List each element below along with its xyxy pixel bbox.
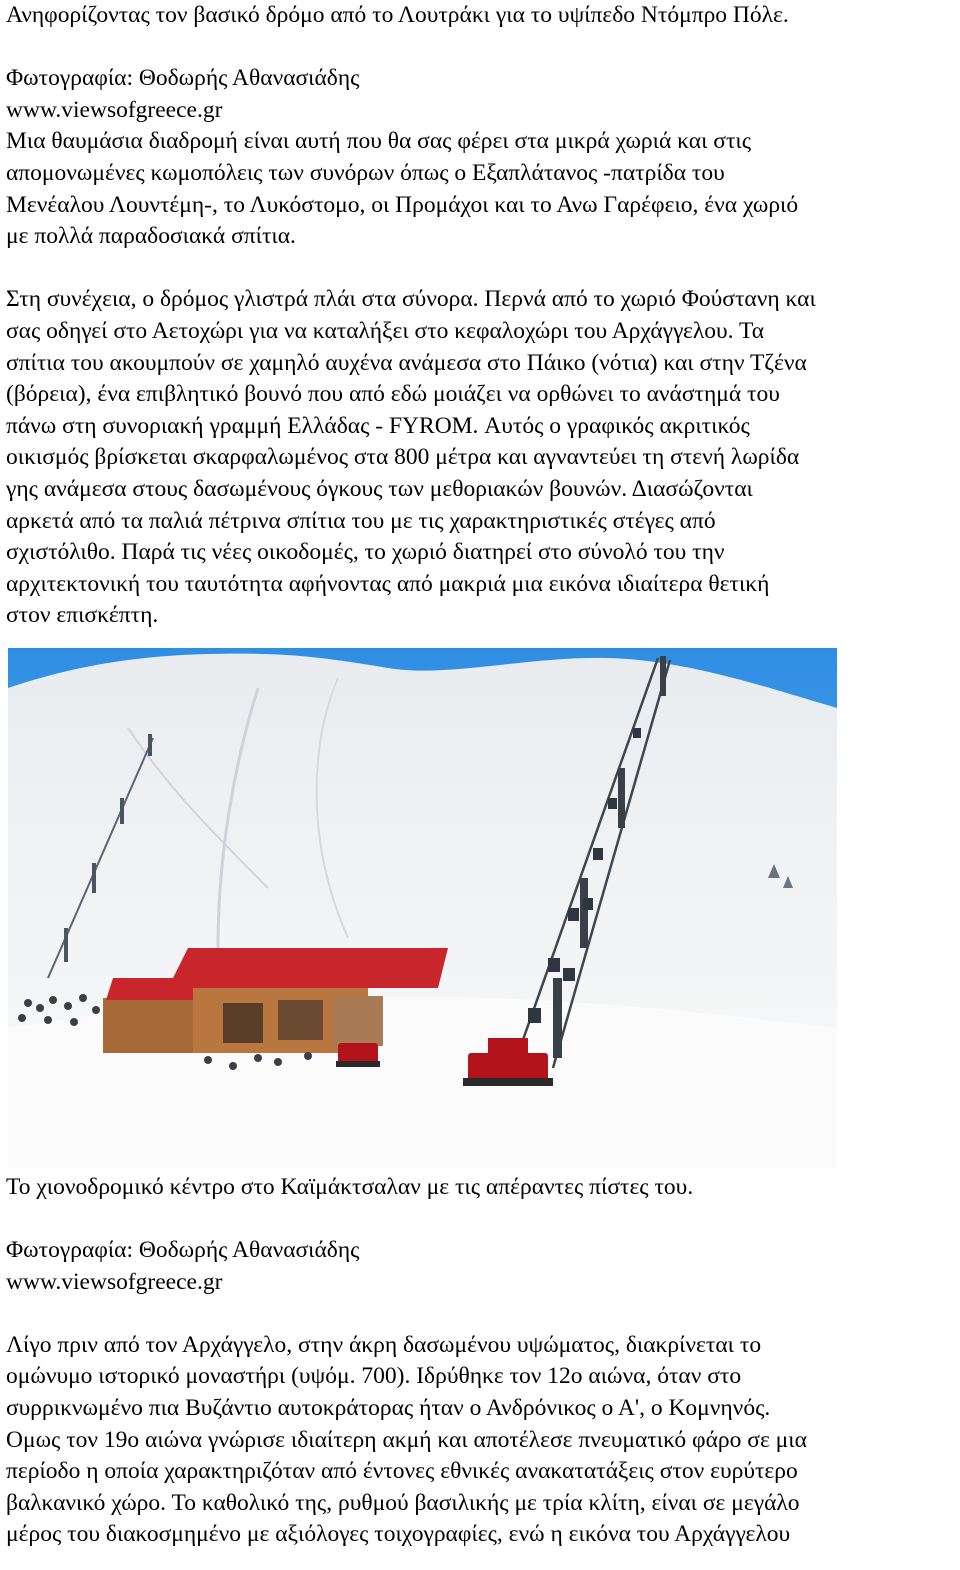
- paragraph-archangelos: [6, 284, 956, 632]
- spacer: [6, 1203, 956, 1235]
- paragraph-monastery: [6, 1330, 956, 1551]
- paragraph-line: απομονωμένες κωμοπόλεις των συνόρων όπως ο Εξαπλάτανος -πατρίδα του: [6, 159, 725, 186]
- paragraph-line: Στη συνέχεια, ο δρόμος γλιστρά πλάι στα σύνορα. Περνά από το χωριό Φούστανη και: [6, 286, 816, 313]
- paragraph-line: (βόρεια), ένα επιβλητικό βουνό που από εδώ μοιάζει να ορθώνει το ανάστημά του: [6, 381, 780, 408]
- spacer: [6, 253, 956, 285]
- paragraph-line: βαλκανικό χώρο. Το καθολικό της, ρυθμού βασιλικής με τρία κλίτη, είναι σε μεγάλο: [6, 1489, 800, 1516]
- paragraph-line: Ομως τον 19ο αιώνα γνώρισε ιδιαίτερη ακμή και αποτέλεσε πνευματικό φάρο σε μια: [6, 1426, 807, 1453]
- intro-caption: Ανηφορίζοντας τον βασικό δρόμο από το Λουτράκι για το υψίπεδο Ντόμπρο Πόλε.: [6, 2, 789, 28]
- photo-caption: Το χιονοδρομικό κέντρο στο Καϊμάκτσαλαν με τις απέραντες πίστες του.: [6, 1173, 694, 1200]
- paragraph-line: Μια θαυμάσια διαδρομή είναι αυτή που θα σας φέρει στα μικρά χωριά και στις: [6, 128, 752, 155]
- paragraph-line: σας οδηγεί στο Αετοχώρι για να καταλήξει στο κεφαλοχώρι του Αρχάγγελου. Τα: [6, 317, 765, 344]
- paragraph-line: συρρικνωμένο πια Βυζάντιο αυτοκράτορας ήταν ο Ανδρόνικος ο Α', ο Κομνηνός.: [6, 1395, 771, 1422]
- spacer: [6, 1298, 956, 1330]
- paragraph-line: μέρος του διακοσμημένο με αξιόλογες τοιχογραφίες, ενώ η εικόνα του Αρχάγγελου: [6, 1521, 791, 1548]
- website-text: www.viewsofgreece.gr: [6, 1268, 223, 1295]
- paragraph-line: σπίτια του ακουμπούν σε χαμηλό αυχένα ανάμεσα στο Πάικο (νότια) και στην Τζένα: [6, 349, 807, 376]
- paragraph-line: οικισμός βρίσκεται σκαρφαλωμένος στα 800 μέτρα και αγναντεύει τη στενή λωρίδα: [6, 444, 800, 471]
- paragraph-line: αρκετά από τα παλιά πέτρινα σπίτια του με τις χαρακτηριστικές στέγες από: [6, 507, 716, 534]
- paragraph-line: Λίγο πριν από τον Αρχάγγελο, στην άκρη δασωμένου υψώματος, διακρίνεται το: [6, 1331, 762, 1358]
- paragraph-line: αρχιτεκτονική του ταυτότητα αφήνοντας από μακριά μια εικόνα ιδιαίτερα θετική: [6, 570, 770, 597]
- photo-credit: Φωτογραφία: Θοδωρής Αθανασιάδης: [6, 65, 360, 92]
- document-page: [6, 0, 956, 1551]
- paragraph-line: γης ανάμεσα στους δασωμένους όγκους των μεθοριακών βουνών. Διασώζονται: [6, 475, 753, 502]
- photo-credit: Φωτογραφία: Θοδωρής Αθανασιάδης: [6, 1237, 360, 1264]
- spacer: [6, 32, 956, 64]
- paragraph-line: στον επισκέπτη.: [6, 602, 159, 629]
- paragraph-line: πάνω στη συνοριακή γραμμή Ελλάδας - FYROM. Αυτός ο γραφικός ακριτικός: [6, 412, 750, 439]
- paragraph-line: ομώνυμο ιστορικό μοναστήρι (υψόμ. 700). Ιδρύθηκε τον 12ο αιώνα, όταν στο: [6, 1363, 742, 1390]
- paragraph-line: Μενέαλου Λουντέμη-, το Λυκόστομο, οι Προμάχοι και το Ανω Γαρέφειο, ένα χωριό: [6, 191, 799, 218]
- paragraph-line: με πολλά παραδοσιακά σπίτια.: [6, 223, 296, 250]
- ski-resort-photo: [8, 648, 837, 1168]
- paragraph-line: περίοδο η οποία χαρακτηριζόταν από έντονες εθνικές ανακατατάξεις στον ευρύτερο: [6, 1458, 798, 1485]
- paragraph-line: σχιστόλιθο. Παρά τις νέες οικοδομές, το χωριό διατηρεί στο σύνολό του την: [6, 539, 725, 566]
- paragraph-villages: [6, 126, 956, 252]
- website-text: www.viewsofgreece.gr: [6, 96, 223, 123]
